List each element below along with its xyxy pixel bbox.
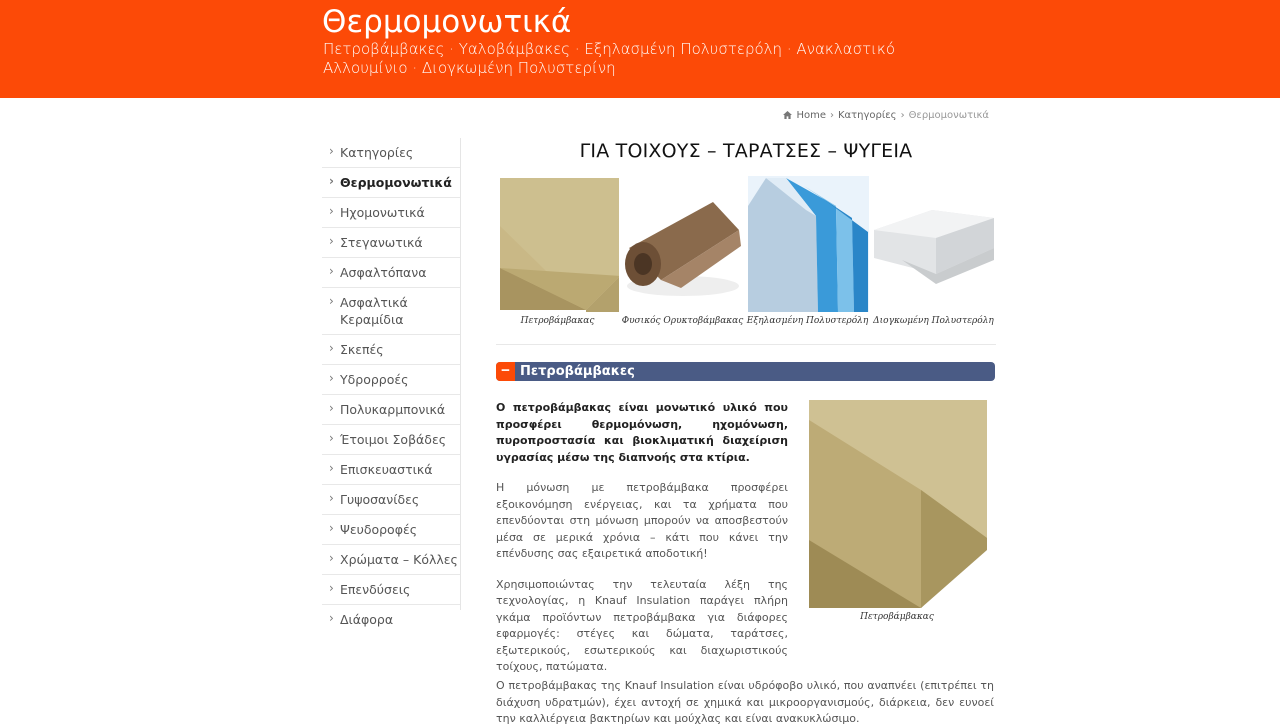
product-caption: Εξηλασμένη Πολυστερόλη bbox=[746, 316, 869, 326]
sidebar-item-label: Πολυκαρμπονικά bbox=[340, 402, 446, 417]
chevron-right-icon: › bbox=[329, 581, 334, 595]
chevron-right-icon: › bbox=[329, 144, 334, 158]
section-heading: ΓΙΑ ΤΟΙΧΟΥΣ – ΤΑΡΑΤΣΕΣ – ΨΥΓΕΙΑ bbox=[579, 140, 913, 162]
mineral-wool-roll-image bbox=[621, 176, 744, 312]
chevron-right-icon: › bbox=[329, 521, 334, 535]
chevron-right-icon: › bbox=[900, 110, 905, 121]
chevron-right-icon: › bbox=[329, 371, 334, 385]
sidebar-item-label: Χρώματα – Κόλλες bbox=[340, 552, 458, 567]
chevron-right-icon: › bbox=[329, 551, 334, 565]
sidebar-item-polycarbonate[interactable] bbox=[322, 395, 460, 425]
chevron-right-icon: › bbox=[329, 264, 334, 278]
site-header bbox=[0, 0, 1280, 98]
sidebar-item-gutters[interactable] bbox=[322, 365, 460, 395]
accordion-header[interactable] bbox=[496, 362, 995, 381]
breadcrumb-home[interactable]: Home bbox=[796, 110, 826, 121]
chevron-right-icon: › bbox=[329, 611, 334, 625]
page-title: Θερμομονωτικά bbox=[322, 4, 572, 40]
sidebar-nav bbox=[322, 138, 461, 627]
product-gallery bbox=[496, 176, 996, 331]
chevron-right-icon: › bbox=[329, 204, 334, 218]
paragraph: Ο πετροβάμβακας της Knauf Insulation είναι υδρόφοβο υλικό, που αναπνέει (επιτρέπει τη διάχυση υδρατμών), έχει αντοχή σε χημικά και μικροοργανισμούς, διάρκεια, δεν ευνοεί την καλλιέργεια βακτηρίων και μούχλας και είναι ανακυκλώσιμο. bbox=[496, 679, 994, 725]
product-caption: Διογκωμένη Πολυστερόλη bbox=[873, 316, 994, 326]
sidebar-item-sound-insulation[interactable] bbox=[322, 198, 460, 228]
sidebar-item-label: Επισκευαστικά bbox=[340, 462, 433, 477]
breadcrumb-categories[interactable]: Κατηγορίες bbox=[838, 110, 897, 121]
breadcrumb bbox=[783, 110, 990, 121]
sidebar-item-asphalt-shingles[interactable] bbox=[322, 288, 460, 335]
page-subtitle: Πετροβάμβακες · Υαλοβάμβακες · Εξηλασμένη Πολυστερόλη · Ανακλαστικό Αλλουμίνιο · Διογκωμένη Πολυστερίνη bbox=[323, 40, 895, 77]
sidebar-item-label: Σκεπές bbox=[340, 342, 384, 357]
accordion-title: Πετροβάμβακες bbox=[520, 364, 635, 379]
sidebar-item-repair[interactable] bbox=[322, 455, 460, 485]
product-caption: Πετροβάμβακας bbox=[520, 316, 595, 326]
sidebar-item-categories[interactable] bbox=[322, 138, 460, 168]
chevron-right-icon: › bbox=[329, 491, 334, 505]
sidebar-item-label: Ηχομονωτικά bbox=[340, 205, 425, 220]
product-xps[interactable] bbox=[746, 176, 869, 331]
chevron-right-icon: › bbox=[329, 174, 334, 188]
chevron-right-icon: › bbox=[830, 110, 834, 121]
description-text bbox=[496, 400, 788, 690]
paragraph: Η μόνωση με πετροβάμβακα προσφέρει εξοικονόμηση ενέργειας, και τα χρήματα που επενδύονται στη μόνωση μπορούν να αποσβεστούν μέσα σε μερικά χρόνια – κάτι που κάνει την επένδυσης σας εξαιρετικά αποδοτική! bbox=[496, 481, 788, 560]
home-icon[interactable] bbox=[783, 111, 792, 119]
sidebar-item-label: Στεγανωτικά bbox=[340, 235, 423, 250]
sidebar-item-label: Γυψοσανίδες bbox=[340, 492, 420, 507]
product-caption: Φυσικός Ορυκτοβάμβακας bbox=[621, 316, 744, 326]
sidebar-item-label: Θερμομονωτικά bbox=[340, 175, 452, 190]
sidebar-item-claddings[interactable] bbox=[322, 575, 460, 605]
lead-paragraph: Ο πετροβάμβακας είναι μονωτικό υλικό που προσφέρει θερμομόνωση, ηχομόνωση, πυροπροστασία και βιοκλιματική διαχείριση υγρασίας μέσω της διαπνοής στα κτίρια. bbox=[496, 401, 788, 464]
stone-wool-image bbox=[496, 176, 619, 312]
chevron-right-icon: › bbox=[329, 341, 334, 355]
chevron-right-icon: › bbox=[329, 461, 334, 475]
divider bbox=[496, 344, 996, 345]
main-content bbox=[496, 138, 996, 725]
sidebar-item-label: Ψευδοροφές bbox=[340, 522, 418, 537]
chevron-right-icon: › bbox=[329, 431, 334, 445]
stone-wool-detail-image bbox=[801, 400, 993, 610]
sidebar-item-ready-plasters[interactable] bbox=[322, 425, 460, 455]
sidebar-item-label: Υδρορροές bbox=[340, 372, 409, 387]
sidebar-item-waterproofing[interactable] bbox=[322, 228, 460, 258]
sidebar-item-label: Διάφορα bbox=[340, 612, 394, 627]
sidebar-item-misc[interactable] bbox=[322, 605, 460, 634]
sidebar-item-false-ceilings[interactable] bbox=[322, 515, 460, 545]
sidebar-item-paints-glues[interactable] bbox=[322, 545, 460, 575]
sidebar-item-label: Επενδύσεις bbox=[340, 582, 411, 597]
sidebar-item-label: Κατηγορίες bbox=[340, 145, 414, 160]
image-caption: Πετροβάμβακας bbox=[860, 612, 934, 622]
paragraph: Χρησιμοποιώντας την τελευταία λέξη της τεχνολογίας, η Knauf Insulation παράγει πλήρη γκάμα προϊόντων πετροβάμβακα για διάφορες εφαρμογές: στέγες και δώματα, ταράτσες, εξωτερικούς, εσωτερικούς και διαχωριστικούς τοίχους, πατώματα. bbox=[496, 577, 788, 673]
product-stone-wool[interactable] bbox=[496, 176, 619, 331]
sidebar-item-thermal-insulation[interactable] bbox=[322, 168, 460, 198]
chevron-right-icon: › bbox=[329, 294, 334, 308]
collapse-icon[interactable]: − bbox=[496, 362, 515, 381]
breadcrumb-current: Θερμομονωτικά bbox=[908, 110, 989, 121]
product-mineral-wool-roll[interactable] bbox=[621, 176, 744, 331]
product-eps[interactable] bbox=[872, 176, 995, 331]
xps-image bbox=[746, 176, 869, 312]
sidebar-item-label: Έτοιμοι Σοβάδες bbox=[340, 432, 447, 447]
sidebar-item-label: Ασφαλτόπανα bbox=[340, 265, 427, 280]
sidebar-item-roofs[interactable] bbox=[322, 335, 460, 365]
chevron-right-icon: › bbox=[329, 401, 334, 415]
sidebar-item-asphalt-sheets[interactable] bbox=[322, 258, 460, 288]
eps-image bbox=[872, 176, 995, 312]
sidebar-item-label: Ασφαλτικά Κεραμίδια bbox=[340, 295, 408, 327]
chevron-right-icon: › bbox=[329, 234, 334, 248]
sidebar-item-plasterboards[interactable] bbox=[322, 485, 460, 515]
